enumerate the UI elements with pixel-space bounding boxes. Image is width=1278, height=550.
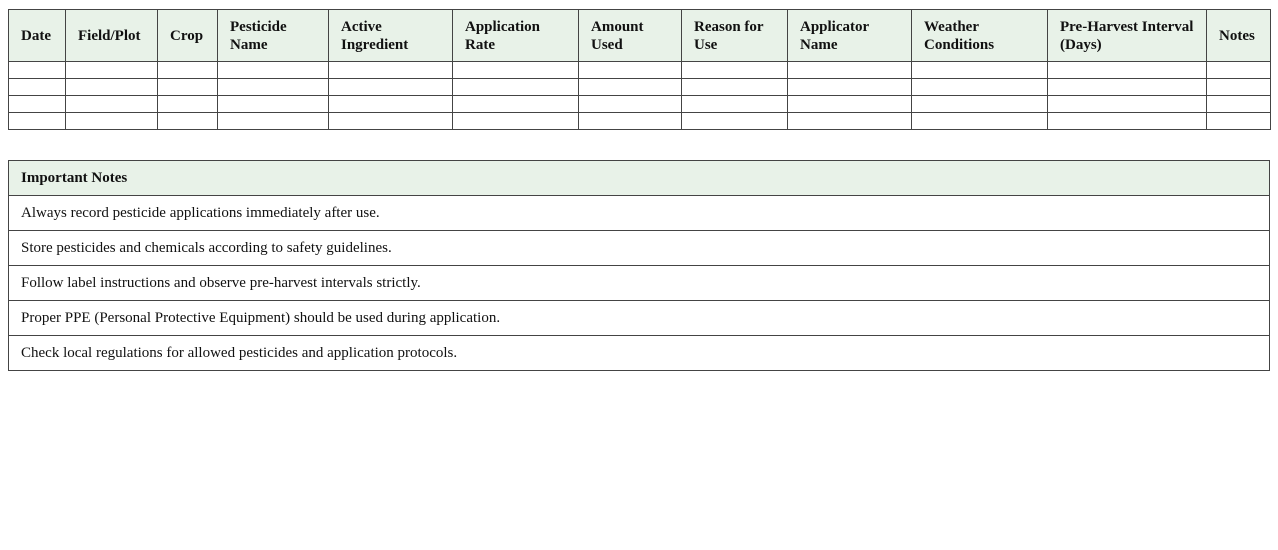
table-cell[interactable] [788, 96, 912, 113]
table-cell[interactable] [453, 96, 579, 113]
column-header: Pre-Harvest Interval (Days) [1048, 10, 1207, 62]
column-header: Date [9, 10, 66, 62]
note-row [9, 196, 1270, 231]
table-cell[interactable] [66, 79, 158, 96]
column-header: Active Ingredient [329, 10, 453, 62]
table-cell[interactable] [579, 113, 682, 130]
table-cell[interactable] [682, 96, 788, 113]
table-cell[interactable] [329, 113, 453, 130]
table-cell[interactable] [66, 62, 158, 79]
header-row [9, 10, 1271, 62]
note-item: Follow label instructions and observe pre-harvest intervals strictly. [9, 266, 1270, 301]
table-row [9, 113, 1271, 130]
table-cell[interactable] [682, 113, 788, 130]
table-cell[interactable] [218, 113, 329, 130]
table-cell[interactable] [329, 96, 453, 113]
table-cell[interactable] [1048, 62, 1207, 79]
table-cell[interactable] [1207, 96, 1271, 113]
table-cell[interactable] [1048, 79, 1207, 96]
notes-title: Important Notes [9, 161, 1270, 196]
column-header: Notes [1207, 10, 1271, 62]
table-cell[interactable] [218, 79, 329, 96]
table-cell[interactable] [682, 62, 788, 79]
table-cell[interactable] [218, 96, 329, 113]
table-cell[interactable] [1048, 96, 1207, 113]
table-cell[interactable] [158, 113, 218, 130]
note-item: Check local regulations for allowed pesticides and application protocols. [9, 336, 1270, 371]
column-header: Crop [158, 10, 218, 62]
column-header: Application Rate [453, 10, 579, 62]
note-row [9, 301, 1270, 336]
column-header: Reason for Use [682, 10, 788, 62]
table-cell[interactable] [912, 62, 1048, 79]
note-row [9, 266, 1270, 301]
column-header: Amount Used [579, 10, 682, 62]
table-cell[interactable] [1207, 113, 1271, 130]
table-cell[interactable] [66, 96, 158, 113]
table-cell[interactable] [682, 79, 788, 96]
note-item: Always record pesticide applications immediately after use. [9, 196, 1270, 231]
table-cell[interactable] [912, 79, 1048, 96]
table-cell[interactable] [579, 96, 682, 113]
table-cell[interactable] [788, 62, 912, 79]
important-notes-table [8, 160, 1270, 371]
table-cell[interactable] [1207, 62, 1271, 79]
note-item: Proper PPE (Personal Protective Equipment) should be used during application. [9, 301, 1270, 336]
table-row [9, 79, 1271, 96]
table-cell[interactable] [158, 79, 218, 96]
table-cell[interactable] [453, 113, 579, 130]
table-cell[interactable] [218, 62, 329, 79]
table-cell[interactable] [329, 62, 453, 79]
table-cell[interactable] [9, 62, 66, 79]
table-row [9, 96, 1271, 113]
table-cell[interactable] [158, 62, 218, 79]
table-cell[interactable] [453, 79, 579, 96]
note-item: Store pesticides and chemicals according to safety guidelines. [9, 231, 1270, 266]
table-cell[interactable] [329, 79, 453, 96]
table-cell[interactable] [9, 96, 66, 113]
table-cell[interactable] [788, 79, 912, 96]
column-header: Field/Plot [66, 10, 158, 62]
table-cell[interactable] [579, 79, 682, 96]
table-cell[interactable] [1048, 113, 1207, 130]
column-header: Weather Conditions [912, 10, 1048, 62]
table-cell[interactable] [66, 113, 158, 130]
table-cell[interactable] [453, 62, 579, 79]
table-cell[interactable] [579, 62, 682, 79]
pesticide-log-table [8, 9, 1271, 130]
table-cell[interactable] [788, 113, 912, 130]
table-cell[interactable] [9, 113, 66, 130]
table-row [9, 62, 1271, 79]
note-row [9, 231, 1270, 266]
table-cell[interactable] [158, 96, 218, 113]
table-cell[interactable] [912, 96, 1048, 113]
note-row [9, 336, 1270, 371]
table-cell[interactable] [912, 113, 1048, 130]
column-header: Pesticide Name [218, 10, 329, 62]
table-cell[interactable] [1207, 79, 1271, 96]
table-cell[interactable] [9, 79, 66, 96]
column-header: Applicator Name [788, 10, 912, 62]
